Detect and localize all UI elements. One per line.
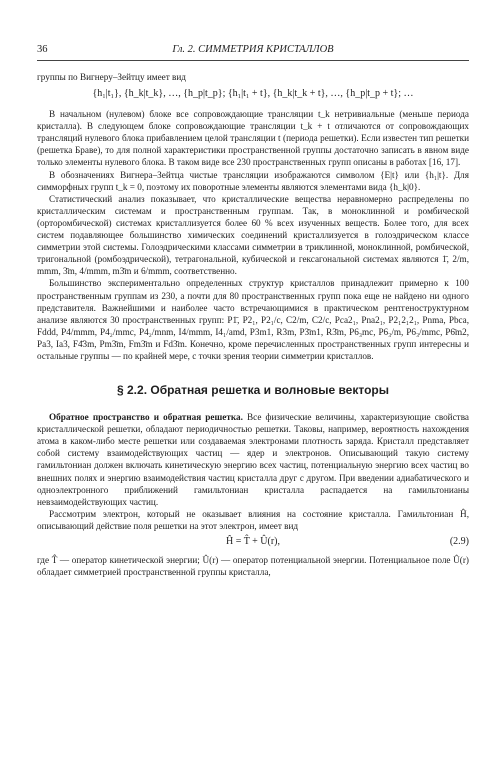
page-number: 36	[37, 44, 48, 55]
equation-hamiltonian	[37, 535, 469, 549]
paragraph-notation: В обозначениях Вигнера–Зейтца чистые трансляции изображаются символом {E|t} или {h₁|t}. Для симморфных групп t_k = 0, поэтому их поворотные элементы являются элементами вида {h_k|0}.	[37, 169, 469, 192]
equation-body: Ĥ = T̂ + Û(r),	[226, 536, 280, 547]
page-body	[37, 71, 469, 578]
paragraph-intro: группы по Вигнеру–Зейтцу имеет вид	[37, 72, 186, 82]
equation-number: (2.9)	[449, 536, 469, 547]
paragraph-statistics: Статистический анализ показывает, что кристаллические вещества неравномерно распределены по кристаллическим системам и пространственным группам. Так, в моноклинной и ромбической (орторомбической) системах кристаллизуется более 60 % всех изученных веществ. Более того, для всех систем подавляющее большинство химических соединений кристаллизуется в голоэдрическом классе симметрии этой системы. Голоэдрическими классами симметрии в триклинной, моноклинной, ромбической, тригональной (ромбоэдрической), тетрагональной, кубической и гексагональной системах являются 1̄, 2/m, mmm, 3̄m, 4/mmm, m3̄m и 6/mmm, соответственно.	[37, 193, 469, 277]
paragraph-electron: Рассмотрим электрон, который не оказывает влияния на состояние кристалла. Гамильтониан Ĥ, описывающий действие поля решетки на этот электрон, имеет вид	[37, 508, 469, 531]
paragraph-lead: Обратное пространство и обратная решетка.	[49, 412, 243, 423]
running-title: Гл. 2. СИММЕТРИЯ КРИСТАЛЛОВ	[172, 44, 334, 55]
paragraph-zero-block: В начальном (нулевом) блоке все сопровождающие трансляции t_k нетривиальные (меньше периода кристалла). В следующем блоке сопровождающие трансляции t_k + t отличаются от сопровождающих трансляций нулевого блока прибавлением целой трансляции t (периода решетки). Если известен тип решетки (решетка Браве), то для полной характеристики пространственной группы достаточно записать в явном виде только элементы нулевого блока. В таком виде все 230 пространственных групп описаны в работах [16, 17].	[37, 109, 469, 168]
header-rule	[37, 60, 469, 61]
paragraph-reciprocal-space	[37, 411, 469, 508]
paragraph-text: Все физические величины, характеризующие свойства кристаллической решетки, обладают периодичностью решетки. Таковы, например, вероятность нахождения атома в каком-либо месте решетки или создаваемая электронами плотность заряда. Кристалл представляет собой систему взаимодействующих частиц — ядер и электронов. Описывающий такую систему гамильтониан должен включать кинетическую энергию всех частиц, потенциальную энергию всех частиц во внешних полях и энергию взаимодействия частиц кристалла друг с другом. При введении адиабатического и одноэлектронного приближений гамильтониан кристалла распадается на гамильтонианы невзаимодействующих частиц.	[37, 412, 469, 507]
paragraph-space-groups: Большинство экспериментально определенных структур кристаллов принадлежит примерно к 100 пространственным группам из 230, а почти для 80 пространственных групп пока еще не найдено ни одного представителя. Важнейшими и наиболее часто встречающимися в практическом рентгеноструктурном анализе являются 30 пространственных групп: P1̄, P2₁, P2₁/c, C2/m, C2/c, Pca2₁, Pna2₁, P2₁2₁2₁, Pnma, Pbca, Fddd, P4/mmm, P4₂/mmc, P4₂/mnm, I4/mmm, I4₁/amd, P3m1, R3m, P3̄m1, R3̄m, P6₃mc, P6₃/m, P6₃/mmc, P6̄m2, Pa3, Ia3, F4̄3m, Pm3̄m, Fm3̄m и Fd3̄m. Конечно, кроме перечисленных пространственных групп интересны и остальные группы — по крайней мере, с точки зрения теории симметрии кристаллов.	[37, 278, 469, 361]
formula-wigner-seitz: {h₁|t₁}, {h_k|t_k}, …, {h_p|t_p}; {h₁|t₁ + t}, {h_k|t_k + t}, …, {h_p|t_p + t}; …	[92, 88, 414, 100]
paragraph-operators: где T̂ — оператор кинетической энергии; Û(r) — оператор потенциальной энергии. Потенциальное поле Û(r) обладает симметрией пространственной группы кристалла,	[37, 555, 469, 578]
section-heading: § 2.2. Обратная решетка и волновые векторы	[117, 383, 389, 398]
